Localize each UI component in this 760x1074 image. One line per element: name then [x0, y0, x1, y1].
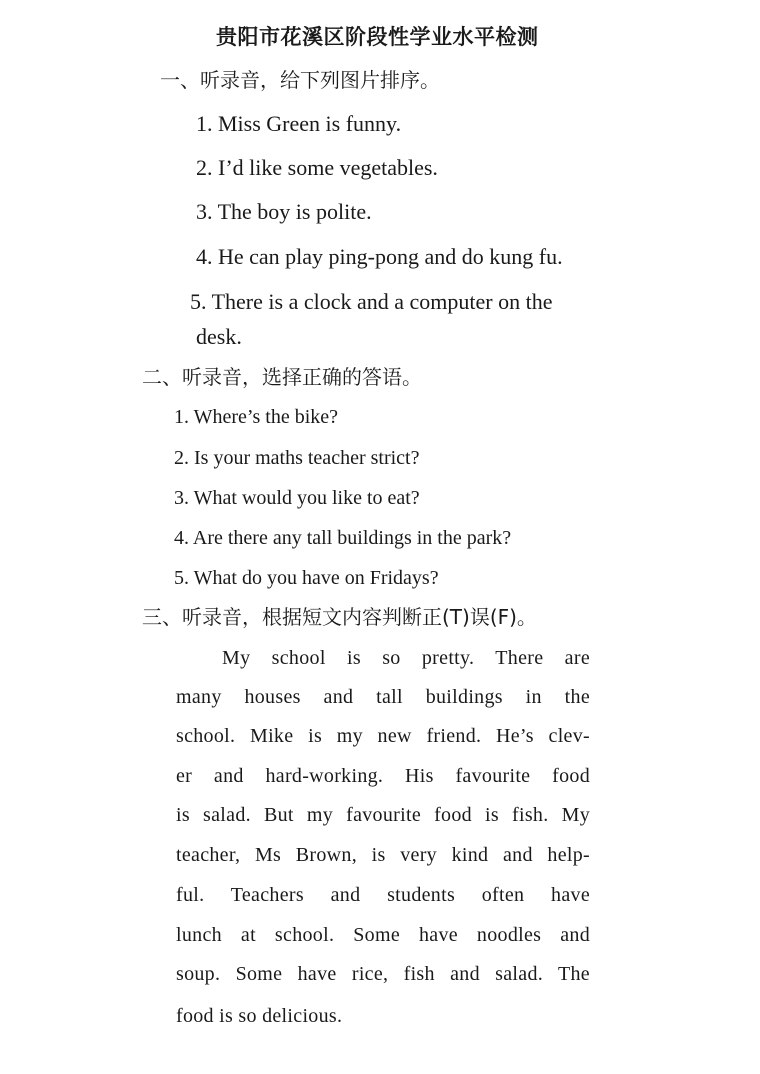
section-2-item-2: 2. Is your maths teacher strict?: [174, 447, 420, 469]
passage-line-5: is salad. But my favourite food is fish. My: [176, 804, 590, 826]
section-1-item-3: 3. The boy is polite.: [196, 199, 372, 224]
page-title: 贵阳市花溪区阶段性学业水平检测: [216, 25, 539, 49]
section-2-heading: 二、听录音，选择正确的答语。: [142, 365, 422, 389]
passage-line-8: lunch at school. Some have noodles and: [176, 924, 590, 946]
passage-line-3: school. Mike is my new friend. He’s clev-: [176, 725, 590, 747]
section-2-item-5: 5. What do you have on Fridays?: [174, 567, 439, 589]
section-1-item-5-continued: desk.: [196, 324, 242, 349]
passage-line-6: teacher, Ms Brown, is very kind and help-: [176, 844, 590, 866]
passage-line-1: My school is so pretty. There are: [222, 647, 590, 669]
passage-line-4: er and hard-working. His favourite food: [176, 765, 590, 787]
section-1-item-1: 1. Miss Green is funny.: [196, 111, 402, 136]
section-2-item-1: 1. Where’s the bike?: [174, 406, 339, 428]
section-3-heading: 三、听录音，根据短文内容判断正(T)误(F)。: [142, 605, 537, 629]
section-2-item-4: 4. Are there any tall buildings in the park?: [174, 527, 512, 549]
passage-line-7: ful. Teachers and students often have: [176, 884, 590, 906]
passage-line-2: many houses and tall buildings in the: [176, 686, 590, 708]
passage-line-9: soup. Some have rice, fish and salad. The: [176, 963, 590, 985]
section-1-heading: 一、听录音，给下列图片排序。: [160, 68, 440, 92]
section-1-item-2: 2. I’d like some vegetables.: [196, 155, 438, 180]
passage-line-10: food is so delicious.: [176, 1005, 343, 1027]
section-1-item-5: 5. There is a clock and a computer on the: [190, 289, 553, 314]
section-1-item-4: 4. He can play ping-pong and do kung fu.: [196, 244, 563, 269]
section-2-item-3: 3. What would you like to eat?: [174, 487, 420, 509]
